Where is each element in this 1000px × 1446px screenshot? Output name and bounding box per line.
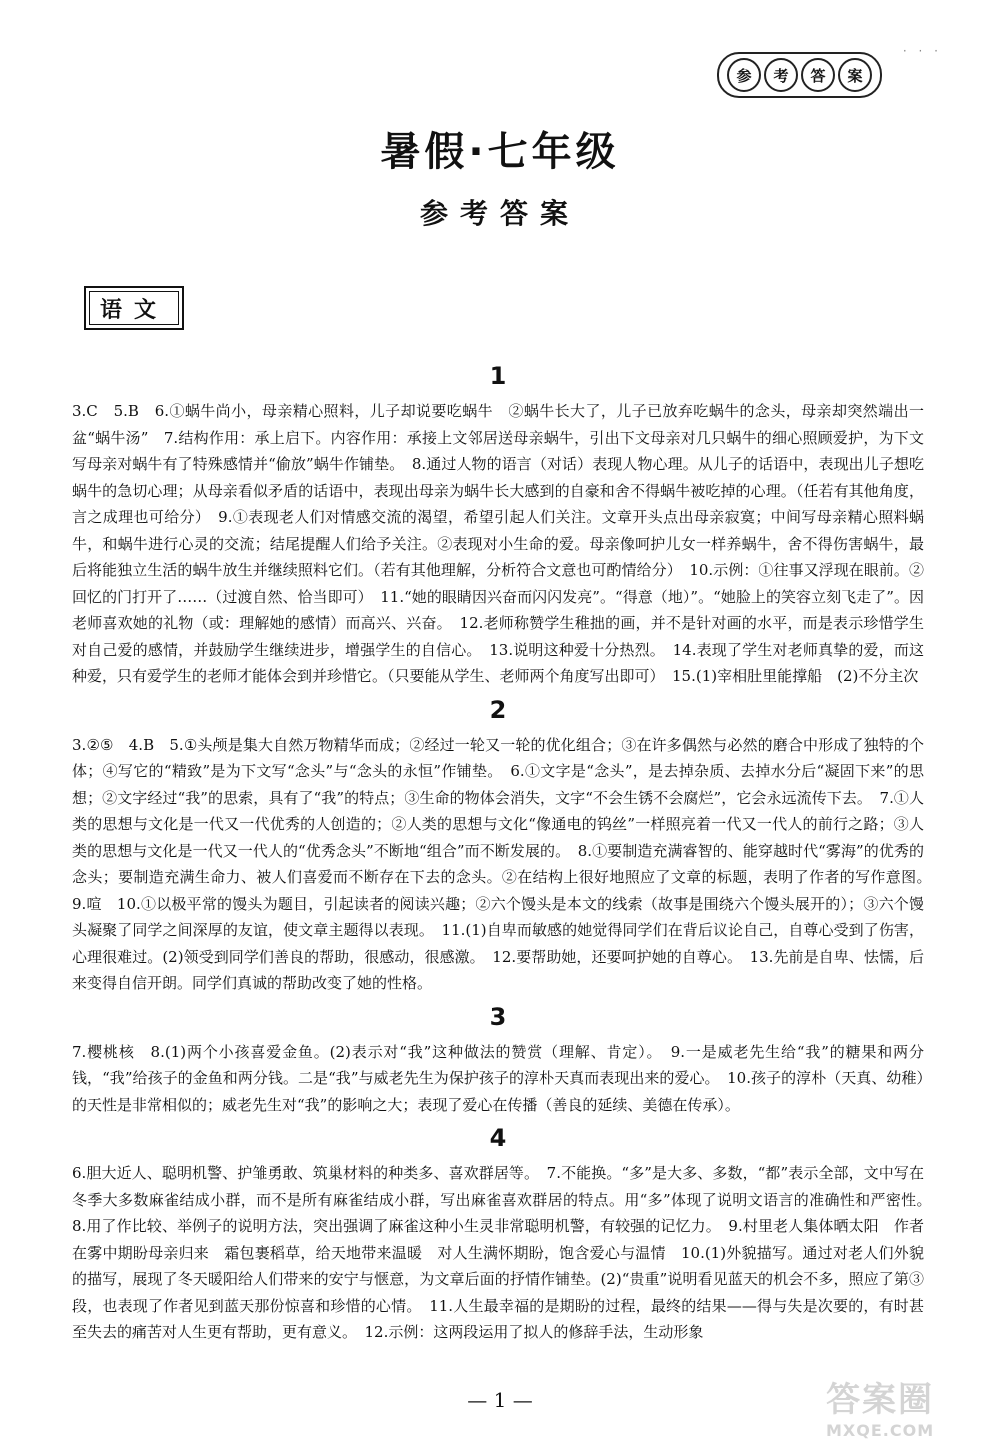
section-number: 2 <box>489 695 507 724</box>
watermark-url: MXQE.COM <box>826 1421 935 1440</box>
section-3 <box>72 1003 924 1119</box>
badge-char: 答 <box>801 58 835 92</box>
subject-label-box <box>84 286 184 330</box>
section-number: 1 <box>489 362 507 390</box>
page-title: 暑假·七年级 <box>380 129 620 175</box>
badge-char: 考 <box>764 58 798 92</box>
section-answers: 3.C 5.B 6.①蜗牛尚小，母亲精心照料，儿子却说要吃蜗牛 ②蜗牛长大了，儿子已放弃吃蜗牛的念头，母亲却突然端出一盆“蜗牛汤” 7.结构作用：承上启下。内容作用：承接上文邻居送母亲蜗牛，引出下文母亲对几只蜗牛的细心照顾爱护，为下文写母亲对蜗牛有了特殊感情并“偷放”蜗牛作铺垫。 8.通过人物的语言（对话）表现人物心理。从儿子的话语中，表现出儿子想吃蜗牛的急切心理；从母亲看似矛盾的话语中，表现出母亲为蜗牛长大感到的自豪和舍不得蜗牛被吃掉的心理。（任若有其他角度，言之成理也可给分） 9.①表现老人们对情感交流的渴望，希望引起人们关注。文章开头点出母亲寂寞；中间写母亲精心照料蜗牛，和蜗牛进行心灵的交流；结尾提醒人们给予关注。②表现对小生命的爱。母亲像呵护儿女一样养蜗牛，舍不得伤害蜗牛，最后将能独立生活的蜗牛放生并继续照料它们。（若有其他理解，分析符合文意也可酌情给分） 10.示例：①往事又浮现在眼前。②回忆的门打开了……（过渡自然、恰当即可） 11.“她的眼睛因兴奋而闪闪发亮”。“得意（地）”。“她脸上的笑容立刻飞走了”。因老师喜欢她的礼物（或：理解她的感情）而高兴、兴奋。 12.老师称赞学生稚拙的画，并不是针对画的水平，而是表示珍惜学生对自己爱的感情，并鼓励学生继续进步，增强学生的自信心。 13.说明这种爱十分热烈。 14.表现了学生对老师真挚的爱，而这种爱，只有爱学生的老师才能体会到并珍惜它。（只要能从学生、老师两个角度写出即可） 15.(1)宰相肚里能撑船 (2)不分主次 <box>72 402 924 685</box>
answer-badge-frame <box>717 52 882 98</box>
section-2 <box>72 695 940 997</box>
page-number: — 1 — <box>467 1388 533 1412</box>
answers-content <box>72 362 940 1352</box>
section-answers: 6.胆大近人、聪明机警、护雏勇敢、筑巢材料的种类多、喜欢群居等。 7.不能换。“多”是大多、多数，“都”表示全部，文中写在冬季大多数麻雀结成小群，而不是所有麻雀结成小群，写出麻雀喜欢群居的特点。用“多”体现了说明文语言的准确性和严密性。 8.用了作比较、举例子的说明方法，突出强调了麻雀这种小生灵非常聪明机警，有较强的记忆力。 9.村里老人集体晒太阳 作者在雾中期盼母亲归来 霜包裹稻草，给天地带来温暖 对人生满怀期盼，饱含爱心与温情 10.(1)外貌描写。通过对老人们外貌的描写，展现了冬天暖阳给人们带来的安宁与惬意，为文章后面的抒情作铺垫。(2)“贵重”说明看见蓝天的机会不多，照应了第③段，也表现了作者见到蓝天那份惊喜和珍惜的心情。 11.人生最幸福的是期盼的过程，最终的结果——得与失是次要的，有时甚至失去的痛苦对人生更有帮助，更有意义。 12.示例：这两段运用了拟人的修辞手法，生动形象 <box>72 1164 940 1341</box>
badge-char: 参 <box>727 58 761 92</box>
section-1 <box>72 362 924 690</box>
section-number: 4 <box>489 1124 507 1152</box>
section-answers: 7.樱桃核 8.(1)两个小孩喜爱金鱼。(2)表示对“我”这种做法的赞赏（理解、肯定）。 9.一是威老先生给“我”的糖果和两分钱，“我”给孩子的金鱼和两分钱。二是“我”与威老先生为保护孩子的淳朴天真而表现出来的爱心。 10.孩子的淳朴（天真、幼稚）的天性是非常相似的；威老先生对“我”的影响之大；表现了爱心在传播（善良的延续、美德在传承）。 <box>72 1042 924 1114</box>
badge-char: 案 <box>838 58 872 92</box>
watermark-text: 答案圈 <box>826 1380 935 1420</box>
page-subtitle: 参考答案 <box>419 197 580 230</box>
section-number: 3 <box>489 1002 507 1031</box>
subject-label: 语文 <box>99 297 168 323</box>
section-answers: 3.②⑤ 4.B 5.①头颅是集大自然万物精华而成；②经过一轮又一轮的优化组合；③在许多偶然与必然的磨合中形成了独特的个体；④写它的“精致”是为下文写“念头”与“念头的永恒”作铺垫。 6.①文字是“念头”，是去掉杂质、去掉水分后“凝固下来”的思想；②文字经过“我”的思索，具有了“我”的特点；③生命的物体会消失，文字“不会生锈不会腐烂”，它会永远流传下去。 7.①人类的思想与文化是一代又一代优秀的人创造的；②人类的思想与文化“像通电的钨丝”一样照亮着一代又一代人的前行之路；③人类的思想与文化是一代又一代人的“优秀念头”不断地“组合”而不断发展的。 8.①要制造充满睿智的、能穿越时代“雾海”的优秀的念头；要制造充满生命力、被人们喜爱而不断存在下去的念头。②在结构上很好地照应了文章的标题，表明了作者的写作意图。 9.喧 10.①以极平常的馒头为题目，引起读者的阅读兴趣；②六个馒头是本文的线索（故事是围绕六个馒头展开的）；③六个馒头凝聚了同学之间深厚的友谊，使文章主题得以表现。 11.(1)自卑而敏感的她觉得同学们在背后议论自己，自尊心受到了伤害，心理很难过。(2)领受到同学们善良的帮助，很感动，很感激。 12.要帮助她，还要呵护她的自尊心。 13.先前是自卑、怯懦，后来变得自信开朗。同学们真诚的帮助改变了她的性格。 <box>72 735 940 992</box>
answer-badge <box>717 52 882 98</box>
watermark-logo <box>826 1372 934 1440</box>
section-4 <box>72 1124 940 1346</box>
corner-dots-decoration: · · · <box>902 44 942 58</box>
